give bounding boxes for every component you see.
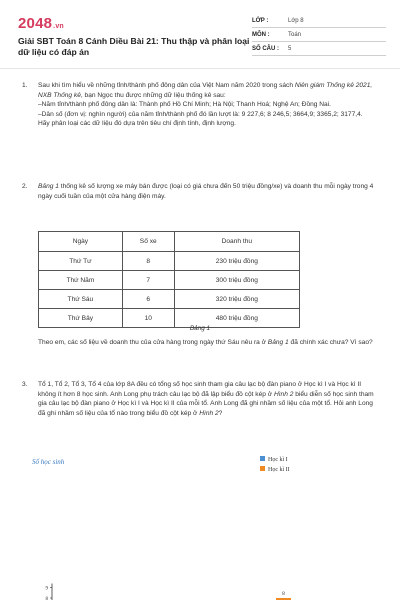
table-header-row	[39, 232, 300, 252]
table-cell: 320 triệu đồng	[174, 290, 299, 309]
figure-ref: Hình 2	[199, 409, 219, 417]
piano-club-chart	[28, 452, 346, 600]
page-title: Giải SBT Toán 8 Cánh Diều Bài 21: Thu thập và phân loại dữ liệu có đáp án	[18, 36, 250, 57]
sales-table	[38, 231, 300, 328]
page-header	[16, 12, 386, 60]
table-caption: Bảng 1	[189, 325, 211, 332]
meta-row-count	[252, 42, 386, 56]
table-row	[39, 252, 300, 271]
table-cell: 230 triệu đồng	[174, 252, 299, 271]
meta-label: MÔN :	[252, 31, 270, 38]
table-cell: 10	[122, 309, 174, 328]
question-number: 2.	[22, 183, 28, 190]
legend-swatch	[260, 466, 265, 471]
question-text: –Dân số (đơn vị: nghìn người) của năm tỉnh/thành phố đó lần lượt là: 9 227,6; 8 246,5; 3664,9; 3365,2; 3177,4.	[38, 110, 363, 118]
table-cell: Thứ Sáu	[39, 290, 123, 309]
question-body	[38, 182, 374, 201]
table-header-cell: Ngày	[39, 232, 123, 252]
double-bar-chart	[28, 452, 346, 600]
legend-label: Học kì II	[268, 467, 290, 473]
table-cell: 300 triệu đồng	[174, 271, 299, 290]
figure-ref: Hình 2	[273, 390, 294, 398]
meta-value: 5	[288, 45, 292, 52]
table-cell: 8	[122, 252, 174, 271]
table-row	[39, 290, 300, 309]
question-text: Hãy phân loại các dữ liệu đó dựa trên tiêu chí định tính, định lượng.	[38, 120, 236, 128]
table-row	[39, 271, 300, 290]
question-text: Tổ 1, Tổ 2, Tổ 3, Tổ 4 của lớp 8A đều có tổng số học sinh tham gia câu lạc bộ đàn piano ở Học kì I và Học kì II không ít hơn 8 học sinh. Anh Long phụ trách câu lạc bộ đã lập biểu đồ cột kép ở Hình 2 biểu diễn số học sinh tham gia câu lạc bộ đàn piano ở Học kì I và Học kì II của mỗi tổ. Anh Long đã ghi nhầm số liệu của một tổ. Hỏi anh Long đã ghi nhầm số liệu của tổ nào trong biểu đồ cột kép ở Hình 2?	[38, 381, 374, 417]
table-cell: 6	[122, 290, 174, 309]
table-header-cell: Số xe	[122, 232, 174, 252]
question-body	[38, 81, 374, 129]
question-text: Bảng 1 thống kê số lượng xe máy bán được (loại có giá chưa đến 50 triệu đồng/xe) và doanh thu mỗi ngày trong 4 ngày cuối tuần của một cửa hàng điện máy.	[38, 183, 374, 200]
meta-value: Toán	[288, 31, 302, 38]
question-number: 1.	[22, 82, 28, 89]
site-logo[interactable]: 2048.vn	[18, 15, 64, 32]
meta-label: SỐ CÂU :	[252, 45, 279, 52]
question-body	[38, 380, 374, 418]
meta-label: LỚP :	[252, 17, 269, 24]
table-cell: Thứ Tư	[39, 252, 123, 271]
meta-row-subject	[252, 28, 386, 42]
table-cell: Thứ Bảy	[39, 309, 123, 328]
bar-value-label: 8	[282, 592, 285, 597]
legend-label: Học kì I	[268, 457, 288, 463]
question-text: Theo em, các số liệu về doanh thu của cửa hàng trong ngày thứ Sáu nêu ra ở Bảng 1 đã chính xác chưa? Vì sao?	[38, 339, 373, 346]
question-number: 3.	[22, 381, 28, 388]
header-divider	[0, 68, 400, 69]
table-ref: Bảng 1	[38, 183, 59, 190]
table-cell: 7	[122, 271, 174, 290]
table-cell: 480 triệu đồng	[174, 309, 299, 328]
y-axis-title: Số học sinh	[32, 458, 65, 466]
question-text: –Năm tỉnh/thành phố đông dân là: Thành phố Hồ Chí Minh; Hà Nội; Thanh Hoá; Nghệ An; Đồng Nai.	[38, 101, 331, 109]
table-cell: Thứ Năm	[39, 271, 123, 290]
table-header-cell: Doanh thu	[174, 232, 299, 252]
question-body	[38, 338, 374, 348]
y-tick-label: 9	[45, 586, 48, 592]
meta-value: Lớp 8	[288, 17, 304, 24]
table-ref: Bảng 1	[267, 339, 289, 346]
book-title: Niên giám Thống kê 2021, NXB Thống kê	[38, 82, 373, 99]
question-text: Sau khi tìm hiểu về những tỉnh/thành phố đông dân của Việt Nam năm 2020 trong sách Niên giám Thống kê 2021, NXB Thống kê, bạn Ngọc thu được những dữ liệu thống kê sau:	[38, 82, 373, 99]
meta-panel	[252, 14, 386, 56]
legend-swatch	[260, 456, 265, 461]
y-tick-label: 8	[45, 597, 48, 600]
logo-suffix: .vn	[53, 23, 64, 30]
meta-row-grade	[252, 14, 386, 28]
